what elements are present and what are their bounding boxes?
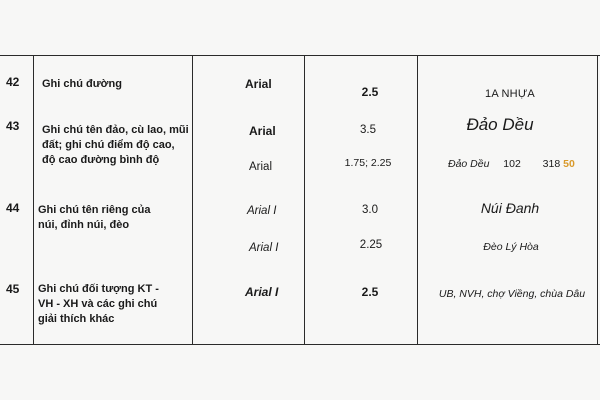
column-divider-3 (304, 55, 305, 345)
font-name: Arial (249, 161, 273, 173)
row-description-line: độ cao đường bình độ (42, 154, 160, 166)
font-size: 1.75; 2.25 (344, 157, 392, 169)
row-description-line: núi, đỉnh núi, đèo (38, 219, 130, 231)
font-size: 3.5 (360, 124, 376, 136)
column-divider-2 (192, 55, 193, 345)
font-size: 2.5 (361, 285, 379, 299)
sample-mountain-name: Núi Đanh (480, 200, 540, 216)
sample-road-label: 1A NHỰA (485, 88, 535, 100)
column-divider-1 (33, 55, 34, 345)
sample-pass-name: Đèo Lý Hòa (483, 241, 539, 253)
font-name: Arial I (245, 285, 279, 299)
row-number: 42 (6, 75, 20, 89)
sample-contour-height: 50 (563, 158, 575, 170)
sample-height-notes (448, 157, 575, 172)
font-size: 2.5 (361, 85, 379, 99)
row-description-line: Ghi chú đối tượng KT - (38, 283, 159, 295)
sample-island-name: Đảo Dều (466, 115, 534, 134)
row-number: 45 (6, 282, 20, 296)
font-size: 2.25 (359, 239, 383, 251)
font-name: Arial (245, 77, 272, 91)
table-top-border (0, 55, 600, 56)
row-description: Ghi chú đường (42, 78, 122, 90)
sample-spot-height: 102 (503, 158, 521, 170)
sample-spot-height: 318 (542, 158, 561, 170)
row-number: 43 (6, 119, 20, 133)
font-name: Arial (249, 124, 276, 138)
row-number: 44 (6, 201, 20, 215)
font-name: Arial I (247, 205, 277, 217)
row-description-line: Ghi chú tên riêng của (38, 204, 151, 216)
row-description-line: Ghi chú tên đảo, cù lao, mũi (42, 124, 189, 136)
sample-facility-notes: UB, NVH, chợ Viềng, chùa Dâu (438, 288, 586, 300)
table-bottom-border (0, 344, 600, 345)
font-size: 3.0 (362, 204, 378, 216)
font-name: Arial I (249, 242, 279, 254)
row-description-line: VH - XH và các ghi chú (38, 298, 158, 310)
row-description-line: giải thích khác (38, 313, 115, 325)
sample-island-small: Đảo Dều (448, 158, 490, 170)
row-description-line: đất; ghi chú điểm độ cao, (42, 139, 175, 151)
